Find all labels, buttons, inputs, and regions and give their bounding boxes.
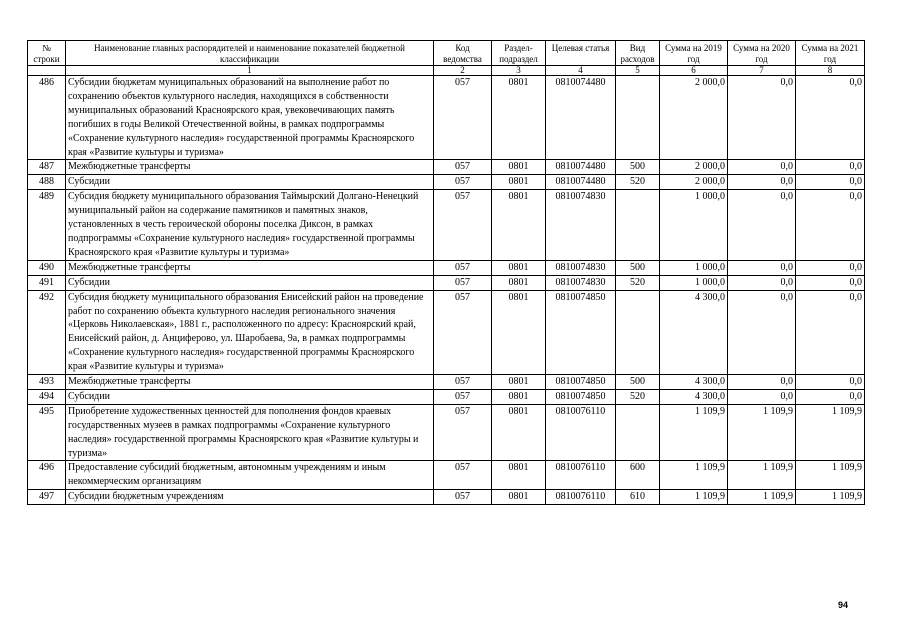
row-number: 491 (28, 275, 66, 290)
row-sum-2019: 1 109,9 (660, 461, 728, 490)
table-row (28, 389, 865, 404)
row-sum-2019: 4 300,0 (660, 290, 728, 374)
row-target: 0810074850 (546, 389, 616, 404)
row-dept-code: 057 (434, 76, 492, 160)
header-sum-2019: Сумма на 2019 год (660, 41, 728, 66)
row-sum-2019: 1 109,9 (660, 490, 728, 505)
header-name: Наименование главных распорядителей и наименование показателей бюджетной классификации (66, 41, 434, 66)
row-name: Субсидии (66, 175, 434, 190)
header-section: Раздел-подраздел (492, 41, 546, 66)
row-number: 492 (28, 290, 66, 374)
row-target: 0810074850 (546, 290, 616, 374)
row-expense-type: 520 (616, 389, 660, 404)
row-sum-2019: 2 000,0 (660, 160, 728, 175)
table-row (28, 290, 865, 374)
row-expense-type: 500 (616, 375, 660, 390)
row-number: 495 (28, 404, 66, 461)
table-row (28, 76, 865, 160)
row-section: 0801 (492, 290, 546, 374)
row-target: 0810074480 (546, 160, 616, 175)
row-sum-2021: 0,0 (796, 389, 865, 404)
row-sum-2019: 1 109,9 (660, 404, 728, 461)
table-row (28, 175, 865, 190)
row-sum-2019: 1 000,0 (660, 190, 728, 261)
table-body (28, 76, 865, 505)
header-target: Целевая статья (546, 41, 616, 66)
row-name: Субсидия бюджету муниципального образования Таймырский Долгано-Ненецкий муниципальный район на содержание памятников и памятных знаков, установленных в честь героической обороны поселка Диксон, в рамках подпрограммы «Сохранение культурного наследия» государственной программы Красноярского края «Развитие культуры и туризма» (66, 190, 434, 261)
table-row (28, 275, 865, 290)
column-number: 2 (434, 66, 492, 76)
row-section: 0801 (492, 275, 546, 290)
row-expense-type: 500 (616, 160, 660, 175)
row-sum-2021: 0,0 (796, 190, 865, 261)
column-number: 5 (616, 66, 660, 76)
row-dept-code: 057 (434, 275, 492, 290)
row-sum-2020: 1 109,9 (728, 404, 796, 461)
row-expense-type (616, 290, 660, 374)
column-number: 1 (66, 66, 434, 76)
row-section: 0801 (492, 461, 546, 490)
row-name: Субсидии бюджетам муниципальных образований на выполнение работ по сохранению объектов культурного наследия, находящихся в собственности муниципальных образований Красноярского края, увековечивающих память погибших в годы Великой Отечественной войны, в рамках подпрограммы «Сохранение культурного наследия» государственной программы Красноярского края «Развитие культуры и туризма» (66, 76, 434, 160)
header-type: Вид расходов (616, 41, 660, 66)
row-number: 488 (28, 175, 66, 190)
header-sum-2020: Сумма на 2020 год (728, 41, 796, 66)
row-sum-2021: 0,0 (796, 160, 865, 175)
row-section: 0801 (492, 490, 546, 505)
row-number: 494 (28, 389, 66, 404)
row-sum-2019: 1 000,0 (660, 260, 728, 275)
column-number: 8 (796, 66, 865, 76)
row-target: 0810074830 (546, 260, 616, 275)
row-sum-2021: 0,0 (796, 175, 865, 190)
row-dept-code: 057 (434, 490, 492, 505)
row-name: Межбюджетные трансферты (66, 260, 434, 275)
row-expense-type (616, 190, 660, 261)
row-expense-type: 520 (616, 175, 660, 190)
row-name: Приобретение художественных ценностей для пополнения фондов краевых государственных музеев в рамках подпрограммы «Сохранение культурного наследия» государственной программы Красноярского края «Развитие культуры и туризма» (66, 404, 434, 461)
table-row (28, 160, 865, 175)
table-row (28, 260, 865, 275)
table-row (28, 190, 865, 261)
page-number: 94 (838, 600, 849, 610)
row-sum-2020: 0,0 (728, 260, 796, 275)
row-sum-2020: 0,0 (728, 389, 796, 404)
row-dept-code: 057 (434, 404, 492, 461)
row-number: 486 (28, 76, 66, 160)
row-sum-2020: 1 109,9 (728, 490, 796, 505)
row-dept-code: 057 (434, 290, 492, 374)
row-sum-2021: 1 109,9 (796, 461, 865, 490)
row-expense-type (616, 404, 660, 461)
row-sum-2020: 0,0 (728, 190, 796, 261)
row-target: 0810074480 (546, 76, 616, 160)
row-sum-2020: 0,0 (728, 160, 796, 175)
row-sum-2021: 1 109,9 (796, 490, 865, 505)
row-target: 0810076110 (546, 490, 616, 505)
row-sum-2021: 0,0 (796, 375, 865, 390)
row-dept-code: 057 (434, 461, 492, 490)
row-name: Субсидия бюджету муниципального образования Енисейский район на проведение работ по сохранению объекта культурного наследия регионального значения «Церковь Николаевская», 1881 г., расположенного по адресу: Красноярский край, Енисейский район, д. Анциферово, ул. Шаробаева, 9а, в рамках подпрограммы «Сохранение культурного наследия» государственной программы Красноярского края «Развитие культуры и туризма» (66, 290, 434, 374)
row-expense-type: 500 (616, 260, 660, 275)
row-section: 0801 (492, 375, 546, 390)
column-number-row (28, 66, 865, 76)
table-row (28, 461, 865, 490)
row-sum-2021: 0,0 (796, 76, 865, 160)
row-target: 0810076110 (546, 404, 616, 461)
row-target: 0810074480 (546, 175, 616, 190)
row-target: 0810074850 (546, 375, 616, 390)
column-number: 3 (492, 66, 546, 76)
row-dept-code: 057 (434, 389, 492, 404)
column-number: 4 (546, 66, 616, 76)
row-dept-code: 057 (434, 375, 492, 390)
row-section: 0801 (492, 404, 546, 461)
row-sum-2021: 0,0 (796, 275, 865, 290)
row-name: Субсидии бюджетным учреждениям (66, 490, 434, 505)
table-row (28, 375, 865, 390)
row-number: 490 (28, 260, 66, 275)
row-name: Межбюджетные трансферты (66, 160, 434, 175)
row-sum-2020: 0,0 (728, 175, 796, 190)
row-target: 0810076110 (546, 461, 616, 490)
row-expense-type: 600 (616, 461, 660, 490)
row-sum-2019: 2 000,0 (660, 76, 728, 160)
row-name: Субсидии (66, 275, 434, 290)
budget-table (27, 40, 865, 505)
row-section: 0801 (492, 76, 546, 160)
row-number: 487 (28, 160, 66, 175)
row-dept-code: 057 (434, 175, 492, 190)
row-sum-2021: 1 109,9 (796, 404, 865, 461)
row-section: 0801 (492, 190, 546, 261)
row-name: Субсидии (66, 389, 434, 404)
row-sum-2019: 4 300,0 (660, 375, 728, 390)
row-number: 493 (28, 375, 66, 390)
table-row (28, 404, 865, 461)
row-sum-2019: 2 000,0 (660, 175, 728, 190)
column-number (28, 66, 66, 76)
row-expense-type (616, 76, 660, 160)
row-sum-2019: 4 300,0 (660, 389, 728, 404)
row-target: 0810074830 (546, 275, 616, 290)
row-section: 0801 (492, 175, 546, 190)
row-sum-2021: 0,0 (796, 260, 865, 275)
row-number: 489 (28, 190, 66, 261)
row-section: 0801 (492, 160, 546, 175)
row-dept-code: 057 (434, 160, 492, 175)
row-sum-2020: 0,0 (728, 290, 796, 374)
header-row (28, 41, 865, 66)
row-number: 497 (28, 490, 66, 505)
row-sum-2020: 1 109,9 (728, 461, 796, 490)
header-dept: Код ведомства (434, 41, 492, 66)
row-dept-code: 057 (434, 190, 492, 261)
row-sum-2020: 0,0 (728, 375, 796, 390)
table-row (28, 490, 865, 505)
row-sum-2019: 1 000,0 (660, 275, 728, 290)
header-row-no: № строки (28, 41, 66, 66)
row-section: 0801 (492, 260, 546, 275)
column-number: 6 (660, 66, 728, 76)
row-dept-code: 057 (434, 260, 492, 275)
row-section: 0801 (492, 389, 546, 404)
column-number: 7 (728, 66, 796, 76)
row-expense-type: 520 (616, 275, 660, 290)
row-sum-2020: 0,0 (728, 275, 796, 290)
row-sum-2020: 0,0 (728, 76, 796, 160)
header-sum-2021: Сумма на 2021 год (796, 41, 865, 66)
row-name: Предоставление субсидий бюджетным, автономным учреждениям и иным некоммерческим организациям (66, 461, 434, 490)
row-number: 496 (28, 461, 66, 490)
row-sum-2021: 0,0 (796, 290, 865, 374)
row-expense-type: 610 (616, 490, 660, 505)
row-target: 0810074830 (546, 190, 616, 261)
row-name: Межбюджетные трансферты (66, 375, 434, 390)
